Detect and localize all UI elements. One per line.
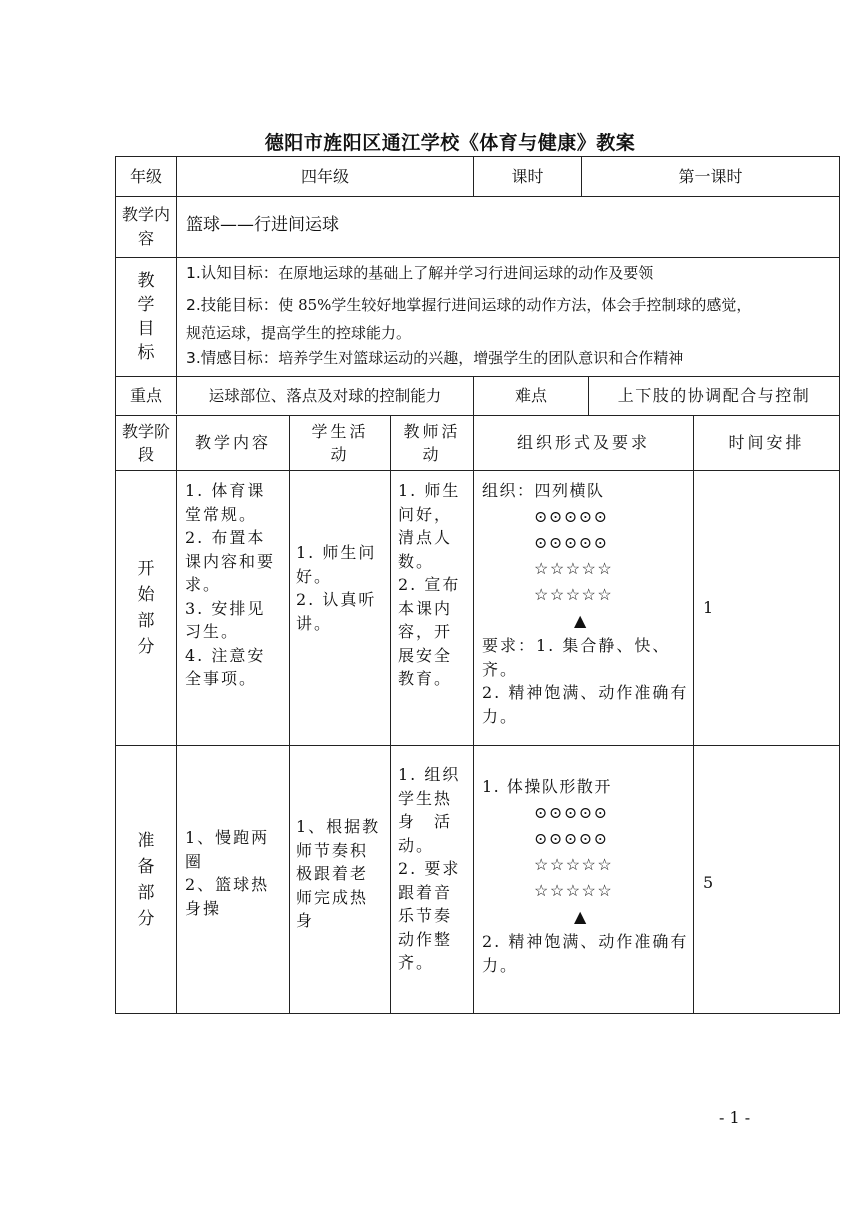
formation-row: ☆☆☆☆☆: [534, 585, 614, 604]
skill-goal-label: 2.技能目标：: [186, 296, 279, 314]
document-title: 德阳市旌阳区通江学校《体育与健康》教案: [264, 132, 636, 154]
formation-row: ⊙⊙⊙⊙⊙: [534, 803, 609, 822]
content-label: 教学内容: [121, 205, 170, 248]
organization-intro: 1. 体操队形散开: [482, 777, 612, 796]
period-label: 课时: [511, 166, 544, 186]
difficulty-label: 难点: [514, 386, 547, 405]
focus-value: 运球部位、落点及对球的控制能力: [208, 387, 442, 405]
header-time: 时间安排: [728, 433, 805, 452]
organization-requirements: 2. 精神饱满、动作准确有力。: [482, 932, 689, 975]
skill-goal-text: 使 85%学生较好地掌握行进间运球的动作方法，体会手控制球的感觉，: [278, 296, 752, 314]
content-cell: 1. 体育课堂常规。 2. 布置本课内容和要求。 3. 安排见习生。 4. 注意安全事项。: [185, 481, 276, 688]
cognitive-goal-label: 1.认知目标：: [186, 264, 279, 282]
header-content: 教学内容: [194, 433, 271, 452]
teacher-position-icon: ▲: [574, 907, 588, 926]
grade-value: 四年级: [300, 166, 349, 186]
header-stage: 教学阶段: [121, 422, 170, 464]
grade-label: 年级: [129, 166, 162, 186]
header-organization: 组织形式及要求: [516, 433, 650, 452]
teacher-activity-cell: 1. 师生问好，清点人数。 2. 宣布本课内容，开展安全教育。: [398, 481, 461, 688]
cognitive-goal-text: 在原地运球的基础上了解并学习行进间运球的动作及要领: [278, 264, 654, 282]
student-activity-cell: 1. 师生问好。 2. 认真听讲。: [296, 543, 377, 633]
student-activity-cell: 1、根据教师节奏积极跟着老师完成热身: [296, 817, 381, 930]
formation-row: ☆☆☆☆☆: [534, 559, 614, 578]
goals-label: 教学目标: [137, 271, 155, 363]
skill-goal-text-continued: 规范运球，提高学生的控球能力。: [186, 324, 412, 342]
formation-row: ☆☆☆☆☆: [534, 881, 614, 900]
organization-requirements: 要求：1. 集合静、快、齐。 2. 精神饱满、动作准确有力。: [482, 636, 689, 726]
organization-cell: [482, 478, 690, 728]
time-cell: 5: [703, 873, 714, 892]
teacher-position-icon: ▲: [574, 611, 588, 630]
formation-row: ⊙⊙⊙⊙⊙: [534, 829, 609, 848]
affective-goal-label: 3.情感目标：: [186, 349, 279, 367]
period-value: 第一课时: [678, 166, 743, 186]
header-student-activity: 学生活动: [311, 422, 369, 464]
formation-row: ☆☆☆☆☆: [534, 855, 614, 874]
content-value: 篮球——行进间运球: [186, 215, 339, 235]
organization-cell: [482, 774, 690, 977]
formation-row: ⊙⊙⊙⊙⊙: [534, 533, 609, 552]
difficulty-value: 上下肢的协调配合与控制: [617, 386, 811, 405]
formation-row: ⊙⊙⊙⊙⊙: [534, 507, 609, 526]
organization-intro: 组织：四列横队: [482, 481, 605, 500]
stage-cell: 准备部分: [137, 830, 155, 929]
stage-cell: 开始部分: [137, 559, 155, 657]
focus-label: 重点: [129, 386, 162, 405]
teacher-activity-cell: 1. 组织学生热身 活动。 2. 要求跟着音乐节奏动作整齐。: [398, 765, 461, 972]
time-cell: 1: [703, 598, 714, 617]
content-cell: 1、慢跑两圈 2、篮球热身操: [185, 828, 270, 918]
goals-section: [186, 258, 836, 373]
affective-goal-text: 培养学生对篮球运动的兴趣，增强学生的团队意识和合作精神: [278, 349, 684, 367]
page-number: - 1 -: [719, 1108, 751, 1127]
header-teacher-activity: 教师活动: [403, 422, 461, 464]
